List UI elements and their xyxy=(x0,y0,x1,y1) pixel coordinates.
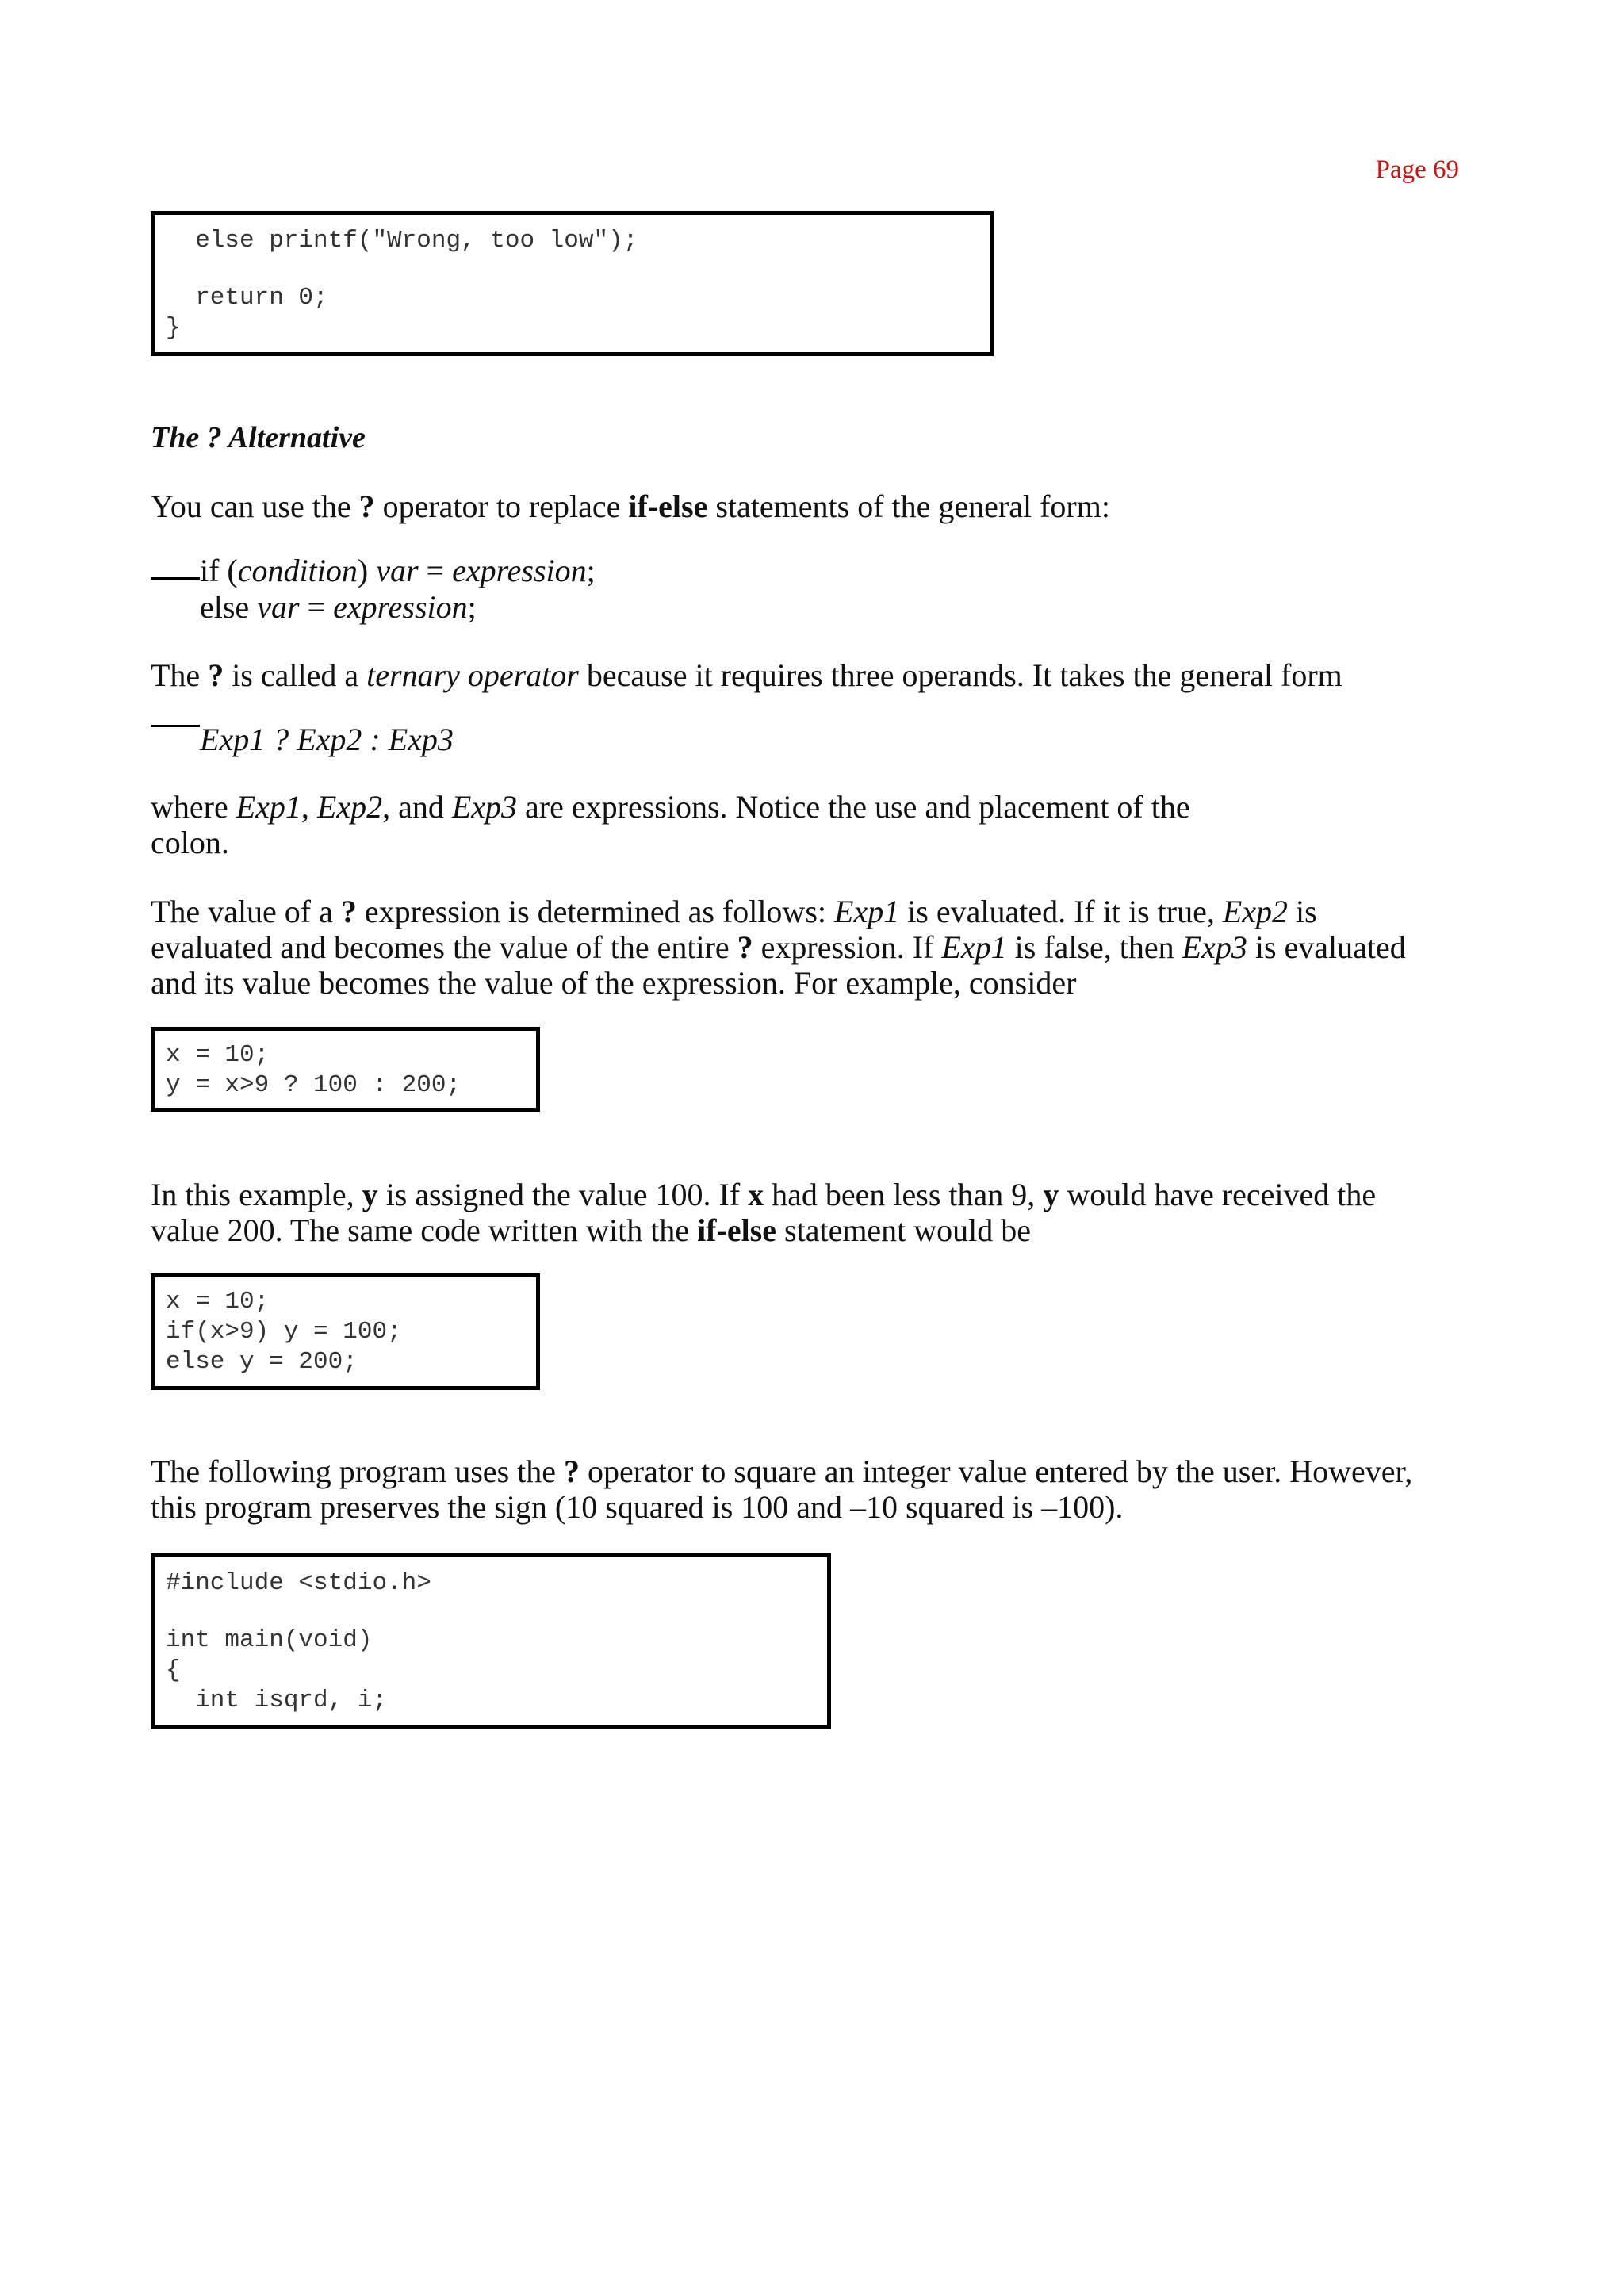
section-heading: The ? Alternative xyxy=(151,421,366,454)
form-rule xyxy=(151,577,200,580)
paragraph-evaluation: The value of a ? expression is determined as follows: Exp1 is evaluated. If it is true, Exp2 is evaluated and becomes the value of the entire ? expression. If Exp1 is false, then Exp3 is evaluated and its value becomes the value of the expression. For example, consider xyxy=(151,894,1406,1001)
general-form-line-2: else var = expression; xyxy=(200,589,477,625)
code-line: #include <stdio.h> xyxy=(166,1569,431,1597)
page-number: Page 69 xyxy=(1375,155,1459,184)
code-example-if-else xyxy=(151,1273,540,1390)
code-line: { xyxy=(166,1656,181,1684)
paragraph-intro: You can use the ? operator to replace if-else statements of the general form: xyxy=(151,488,1110,524)
code-line: x = 10; xyxy=(166,1288,270,1316)
code-line: if(x>9) y = 100; xyxy=(166,1318,402,1346)
code-example-ternary xyxy=(151,1027,540,1112)
code-line: return 0; xyxy=(166,284,328,312)
form-rule xyxy=(151,725,200,727)
ternary-form: Exp1 ? Exp2 : Exp3 xyxy=(200,722,454,757)
paragraph-program: The following program uses the ? operator to square an integer value entered by the user. However, this program preserves the sign (10 squared is 100 and –10 squared is –100). xyxy=(151,1453,1413,1525)
code-block-continuation xyxy=(151,211,994,356)
code-line: int isqrd, i; xyxy=(166,1687,388,1714)
code-line: int main(void) xyxy=(166,1626,373,1654)
code-line: else y = 200; xyxy=(166,1348,358,1376)
code-line: x = 10; xyxy=(166,1041,270,1069)
code-line: y = x>9 ? 100 : 200; xyxy=(166,1071,462,1099)
code-program xyxy=(151,1553,831,1729)
code-line: else printf("Wrong, too low"); xyxy=(166,227,638,255)
code-line: } xyxy=(166,314,181,342)
general-form-line-1: if (condition) var = expression; xyxy=(200,553,596,588)
paragraph-where: where Exp1, Exp2, and Exp3 are expressions. Notice the use and placement of the colon. xyxy=(151,789,1190,860)
paragraph-example: In this example, y is assigned the value 100. If x had been less than 9, y would have received the value 200. The same code written with the if-else statement would be xyxy=(151,1177,1377,1248)
paragraph-ternary: The ? is called a ternary operator because it requires three operands. It takes the general form xyxy=(151,657,1342,693)
